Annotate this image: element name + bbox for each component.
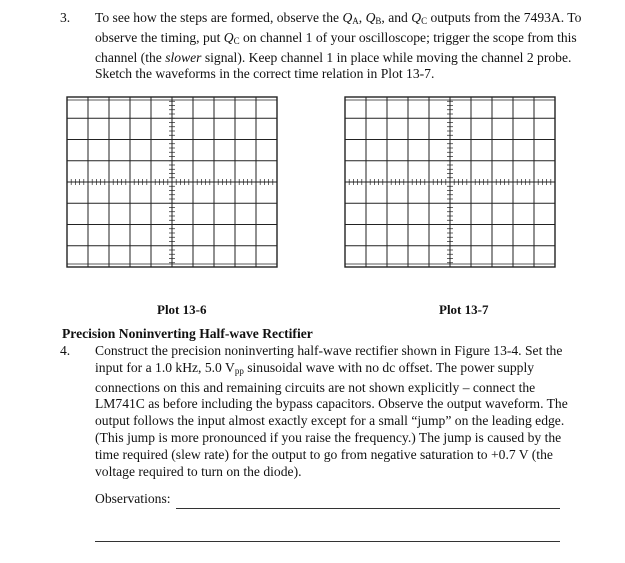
plot-13-6-label: Plot 13-6: [157, 302, 207, 317]
plot-13-7-label: Plot 13-7: [439, 302, 489, 317]
item-4-number: 4.: [60, 343, 71, 358]
plot-13-6-grid[interactable]: [66, 96, 278, 268]
item-3-text: To see how the steps are formed, observe the $Q_A$, $Q_B$, and $Q_C$ outputs from the 7493A. To observe the timing, put $Q_C$ on channel 1 of your oscilloscope; trigger the scope from this channel (the slower signal). Keep channel 1 in place while moving the channel 2 probe. Sketch the waveforms in the correct time relation in Plot 13-7.: [95, 10, 582, 82]
item-4-text: Construct the precision noninverting half-wave rectifier shown in Figure 13-4. Set the input for a 1.0 kHz, 5.0 $V_{pp}$ sinusoidal wave with no dc offset. The power supply connections on this and remaining circuits are not shown explicitly – connect the LM741C as before including the bypass capacitors. Observe the output waveform. The output follows the input almost exactly except for a small “jump” on the leading edge. (This jump is more pronounced if you raise the frequency.) The jump is caused by the time required (slew rate) for the output to go from negative saturation to +0.7 V (the voltage required to turn on the diode).: [95, 343, 568, 479]
plot-13-7-grid[interactable]: [344, 96, 556, 268]
observations-line-1[interactable]: [176, 508, 560, 509]
section-heading: Precision Noninverting Half-wave Rectifier: [62, 326, 313, 341]
item-3-number: 3.: [60, 10, 71, 25]
observations-label: Observations:: [95, 491, 171, 506]
observations-line-2[interactable]: [95, 541, 560, 542]
